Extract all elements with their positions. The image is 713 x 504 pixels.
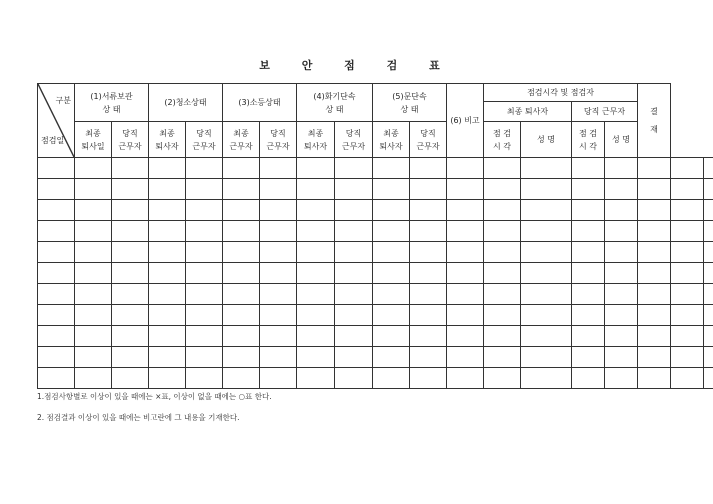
table-cell[interactable] [260, 305, 297, 326]
table-cell[interactable] [605, 347, 638, 368]
table-cell[interactable] [223, 263, 260, 284]
table-cell[interactable] [38, 263, 75, 284]
door-lock-header [373, 84, 447, 122]
table-cell[interactable] [447, 284, 484, 305]
table-cell[interactable] [704, 221, 713, 242]
sub-b: 퇴사자 [379, 141, 403, 151]
table-cell[interactable] [521, 242, 572, 263]
duty-worker-header: 당직 근무자 [572, 102, 638, 122]
subheader-cell [410, 122, 447, 158]
table-cell[interactable] [75, 221, 112, 242]
table-cell[interactable] [186, 242, 223, 263]
table-cell[interactable] [638, 158, 671, 179]
table-cell[interactable] [410, 179, 447, 200]
table-row [38, 221, 713, 242]
table-cell[interactable] [373, 326, 410, 347]
table-cell[interactable] [223, 200, 260, 221]
table-cell[interactable] [605, 179, 638, 200]
table-cell[interactable] [484, 242, 521, 263]
table-cell[interactable] [572, 347, 605, 368]
table-cell[interactable] [671, 326, 704, 347]
table-cell[interactable] [260, 284, 297, 305]
table-cell[interactable] [638, 368, 671, 389]
table-cell[interactable] [704, 368, 713, 389]
sub-a: 최종 [233, 128, 249, 138]
table-cell[interactable] [38, 221, 75, 242]
table-cell[interactable] [671, 179, 704, 200]
table-cell[interactable] [75, 200, 112, 221]
table-cell[interactable] [112, 305, 149, 326]
table-cell[interactable] [521, 284, 572, 305]
table-cell[interactable] [373, 179, 410, 200]
table-cell[interactable] [112, 368, 149, 389]
group-sublabel: 상 태 [325, 104, 344, 114]
table-cell[interactable] [447, 221, 484, 242]
table-cell[interactable] [447, 347, 484, 368]
table-cell[interactable] [260, 326, 297, 347]
note-2: 2. 점검결과 이상이 있을 때에는 비고란에 그 내용을 기재한다. [37, 413, 240, 422]
table-cell[interactable] [297, 242, 335, 263]
group-label: (2)청소상태 [164, 98, 207, 107]
table-cell[interactable] [75, 347, 112, 368]
table-cell[interactable] [186, 284, 223, 305]
table-cell[interactable] [223, 326, 260, 347]
table-cell[interactable] [186, 263, 223, 284]
table-cell[interactable] [149, 368, 186, 389]
table-cell[interactable] [605, 368, 638, 389]
table-cell[interactable] [149, 221, 186, 242]
table-cell[interactable] [484, 158, 521, 179]
subheader-cell [149, 122, 186, 158]
document-storage-header [75, 84, 149, 122]
table-cell[interactable] [260, 179, 297, 200]
table-cell[interactable] [335, 179, 373, 200]
subheader-cell [373, 122, 410, 158]
table-cell[interactable] [335, 242, 373, 263]
sub-b: 근무자 [229, 141, 253, 151]
table-cell[interactable] [149, 179, 186, 200]
table-cell[interactable] [704, 284, 713, 305]
table-cell[interactable] [638, 200, 671, 221]
table-cell[interactable] [484, 305, 521, 326]
table-cell[interactable] [112, 326, 149, 347]
sub-c: 당직 [196, 128, 212, 138]
check-time-cell [572, 122, 605, 158]
table-cell[interactable] [223, 221, 260, 242]
table-cell[interactable] [335, 347, 373, 368]
subheader-cell [75, 122, 112, 158]
table-cell[interactable] [373, 242, 410, 263]
table-cell[interactable] [75, 368, 112, 389]
table-cell[interactable] [335, 200, 373, 221]
table-cell[interactable] [572, 326, 605, 347]
table-cell[interactable] [75, 158, 112, 179]
table-cell[interactable] [297, 347, 335, 368]
table-row [38, 326, 713, 347]
group-label: (5)문단속 [392, 91, 427, 101]
lights-off-header [223, 84, 297, 122]
check-time-cell [484, 122, 521, 158]
table-cell[interactable] [671, 242, 704, 263]
table-cell[interactable] [260, 200, 297, 221]
security-checklist-table [37, 83, 713, 389]
sub-d: 근무자 [192, 141, 216, 151]
table-cell[interactable] [297, 158, 335, 179]
table-cell[interactable] [521, 263, 572, 284]
subheader-cell [297, 122, 335, 158]
table-cell[interactable] [521, 305, 572, 326]
table-cell[interactable] [38, 326, 75, 347]
table-cell[interactable] [75, 179, 112, 200]
table-row [38, 200, 713, 221]
table-cell[interactable] [38, 284, 75, 305]
table-cell[interactable] [521, 221, 572, 242]
table-cell[interactable] [447, 242, 484, 263]
table-cell[interactable] [38, 242, 75, 263]
table-cell[interactable] [335, 305, 373, 326]
subheader-cell [335, 122, 373, 158]
table-cell[interactable] [484, 284, 521, 305]
inspection-time-header [484, 84, 638, 102]
table-cell[interactable] [521, 158, 572, 179]
table-cell[interactable] [484, 263, 521, 284]
table-cell[interactable] [671, 284, 704, 305]
table-cell[interactable] [373, 158, 410, 179]
cleaning-status-header [149, 84, 223, 122]
table-cell[interactable] [260, 242, 297, 263]
table-cell[interactable] [704, 263, 713, 284]
table-cell[interactable] [638, 263, 671, 284]
table-cell[interactable] [38, 200, 75, 221]
table-cell[interactable] [297, 200, 335, 221]
table-cell[interactable] [260, 221, 297, 242]
table-cell[interactable] [112, 284, 149, 305]
check-time-b: 시 각 [579, 141, 597, 151]
table-cell[interactable] [447, 305, 484, 326]
group-sublabel: 상 태 [102, 104, 121, 114]
approval-label: 결 재 [650, 107, 658, 134]
table-cell[interactable] [335, 263, 373, 284]
table-cell[interactable] [75, 284, 112, 305]
table-cell[interactable] [671, 347, 704, 368]
table-cell[interactable] [704, 158, 713, 179]
table-cell[interactable] [410, 221, 447, 242]
sub-a: 최종 [307, 128, 324, 138]
table-cell[interactable] [410, 284, 447, 305]
table-cell[interactable] [521, 347, 572, 368]
table-cell[interactable] [223, 284, 260, 305]
table-cell[interactable] [572, 200, 605, 221]
table-cell[interactable] [484, 326, 521, 347]
sub-c: 당직 [270, 128, 286, 138]
table-cell[interactable] [260, 347, 297, 368]
signature-cell: 성 명 [521, 122, 572, 158]
table-cell[interactable] [605, 263, 638, 284]
table-cell[interactable] [638, 221, 671, 242]
table-cell[interactable] [638, 347, 671, 368]
table-row [38, 284, 713, 305]
table-cell[interactable] [149, 347, 186, 368]
table-cell[interactable] [605, 284, 638, 305]
group-label: (3)소등상태 [238, 98, 281, 107]
table-cell[interactable] [671, 263, 704, 284]
table-cell[interactable] [38, 158, 75, 179]
table-cell[interactable] [186, 200, 223, 221]
sub-a: 최종 [383, 128, 399, 138]
inspection-date-label: 점검일 [41, 136, 65, 145]
table-cell[interactable] [410, 200, 447, 221]
table-cell[interactable] [335, 326, 373, 347]
sub-d: 근무자 [118, 141, 142, 151]
table-cell[interactable] [186, 305, 223, 326]
table-cell[interactable] [704, 200, 713, 221]
table-row [38, 305, 713, 326]
table-cell[interactable] [671, 221, 704, 242]
table-cell[interactable] [186, 347, 223, 368]
table-cell[interactable] [297, 221, 335, 242]
table-cell[interactable] [572, 158, 605, 179]
table-cell[interactable] [149, 200, 186, 221]
table-cell[interactable] [638, 305, 671, 326]
table-cell[interactable] [704, 305, 713, 326]
page-title: 보 안 점 검 표 [259, 59, 454, 72]
table-cell[interactable] [671, 305, 704, 326]
table-cell[interactable] [75, 242, 112, 263]
last-leaver-header: 최종 퇴사자 [484, 102, 572, 122]
approval-header [638, 84, 671, 158]
table-cell[interactable] [410, 263, 447, 284]
fire-control-header [297, 84, 373, 122]
sub-d: 근무자 [341, 141, 366, 151]
table-cell[interactable] [638, 326, 671, 347]
check-time-a: 점 검 [579, 128, 597, 138]
table-cell[interactable] [38, 179, 75, 200]
table-cell[interactable] [75, 326, 112, 347]
table-cell[interactable] [373, 284, 410, 305]
table-cell[interactable] [335, 284, 373, 305]
table-cell[interactable] [484, 368, 521, 389]
table-cell[interactable] [223, 158, 260, 179]
category-date-diagonal-cell [38, 84, 75, 158]
subheader-cell [260, 122, 297, 158]
sub-b: 퇴사자 [155, 141, 179, 151]
table-cell[interactable] [373, 347, 410, 368]
table-cell[interactable] [112, 263, 149, 284]
table-cell[interactable] [572, 242, 605, 263]
table-cell[interactable] [149, 158, 186, 179]
table-cell[interactable] [605, 242, 638, 263]
subheader-cell [112, 122, 149, 158]
table-cell[interactable] [297, 263, 335, 284]
table-cell[interactable] [410, 158, 447, 179]
table-cell[interactable] [447, 200, 484, 221]
table-cell[interactable] [186, 158, 223, 179]
table-cell[interactable] [704, 242, 713, 263]
group-sublabel: 상 태 [400, 104, 419, 114]
table-cell[interactable] [410, 305, 447, 326]
table-cell[interactable] [223, 242, 260, 263]
table-cell[interactable] [638, 242, 671, 263]
table-cell[interactable] [447, 263, 484, 284]
table-cell[interactable] [186, 179, 223, 200]
table-cell[interactable] [484, 347, 521, 368]
table-cell[interactable] [605, 200, 638, 221]
group-label: (1)서류보관 [90, 91, 133, 101]
table-cell[interactable] [410, 347, 447, 368]
table-cell[interactable] [112, 179, 149, 200]
table-cell[interactable] [572, 305, 605, 326]
table-cell[interactable] [704, 326, 713, 347]
table-row [38, 242, 713, 263]
table-cell[interactable] [447, 326, 484, 347]
sub-c: 당직 [345, 128, 362, 138]
table-row [38, 347, 713, 368]
sub-a: 최종 [85, 128, 101, 138]
table-cell[interactable] [605, 326, 638, 347]
subheader-cell [223, 122, 260, 158]
sub-c: 당직 [420, 128, 436, 138]
sub-d: 근무자 [416, 141, 440, 151]
table-cell[interactable] [223, 305, 260, 326]
table-cell[interactable] [223, 347, 260, 368]
table-cell[interactable] [373, 305, 410, 326]
table-cell[interactable] [521, 368, 572, 389]
table-cell[interactable] [223, 179, 260, 200]
sub-c: 당직 [122, 128, 138, 138]
table-cell[interactable] [671, 200, 704, 221]
table-cell[interactable] [572, 284, 605, 305]
table-cell[interactable] [373, 263, 410, 284]
table-cell[interactable] [410, 326, 447, 347]
table-cell[interactable] [447, 179, 484, 200]
table-cell[interactable] [38, 368, 75, 389]
sub-b: 퇴사자 [303, 141, 328, 151]
table-cell[interactable] [447, 368, 484, 389]
table-cell[interactable] [112, 347, 149, 368]
table-cell[interactable] [671, 158, 704, 179]
table-cell[interactable] [149, 263, 186, 284]
table-cell[interactable] [112, 158, 149, 179]
check-time-b: 시 각 [493, 141, 511, 151]
inspection-time-label: 점검시각 및 점검자 [527, 88, 594, 97]
category-label: 구분 [55, 96, 71, 105]
table-cell[interactable] [297, 284, 335, 305]
table-cell[interactable] [484, 221, 521, 242]
table-cell[interactable] [410, 368, 447, 389]
table-row [38, 263, 713, 284]
table-cell[interactable] [38, 347, 75, 368]
table-cell[interactable] [605, 221, 638, 242]
table-cell[interactable] [186, 368, 223, 389]
table-cell[interactable] [671, 368, 704, 389]
signature-cell: 성 명 [605, 122, 638, 158]
table-cell[interactable] [704, 179, 713, 200]
table-row [38, 158, 713, 179]
table-cell[interactable] [572, 179, 605, 200]
table-cell[interactable] [335, 221, 373, 242]
table-cell[interactable] [335, 368, 373, 389]
table-cell[interactable] [572, 263, 605, 284]
table-cell[interactable] [484, 179, 521, 200]
table-cell[interactable] [223, 368, 260, 389]
table-cell[interactable] [260, 368, 297, 389]
table-cell[interactable] [186, 221, 223, 242]
sub-d: 근무자 [266, 141, 290, 151]
table-cell[interactable] [605, 158, 638, 179]
table-cell[interactable] [704, 347, 713, 368]
table-row [38, 368, 713, 389]
table-cell[interactable] [335, 158, 373, 179]
table-cell[interactable] [112, 221, 149, 242]
table-cell[interactable] [260, 263, 297, 284]
table-cell[interactable] [572, 221, 605, 242]
table-cell[interactable] [638, 179, 671, 200]
table-cell[interactable] [75, 305, 112, 326]
table-cell[interactable] [297, 368, 335, 389]
table-cell[interactable] [149, 326, 186, 347]
table-cell[interactable] [521, 200, 572, 221]
table-cell[interactable] [572, 368, 605, 389]
table-cell[interactable] [447, 158, 484, 179]
table-cell[interactable] [373, 200, 410, 221]
group-label: (4)화기단속 [313, 91, 356, 101]
table-cell[interactable] [484, 200, 521, 221]
remarks-header: (6) 비고 [447, 84, 484, 158]
sub-a: 최종 [159, 128, 175, 138]
table-cell[interactable] [605, 305, 638, 326]
table-cell[interactable] [149, 242, 186, 263]
table-cell[interactable] [112, 200, 149, 221]
table-cell[interactable] [112, 242, 149, 263]
table-cell[interactable] [373, 368, 410, 389]
table-cell[interactable] [297, 305, 335, 326]
table-cell[interactable] [638, 284, 671, 305]
sub-b: 퇴사일 [81, 141, 105, 151]
note-1: 1.점검사항별로 이상이 있을 때에는 ×표, 이상이 없을 때에는 ○표 한다. [37, 392, 272, 401]
table-cell[interactable] [521, 179, 572, 200]
table-cell[interactable] [149, 305, 186, 326]
table-cell[interactable] [38, 305, 75, 326]
table-cell[interactable] [75, 263, 112, 284]
table-cell[interactable] [260, 158, 297, 179]
table-cell[interactable] [186, 326, 223, 347]
table-cell[interactable] [521, 326, 572, 347]
subheader-cell [186, 122, 223, 158]
table-cell[interactable] [297, 326, 335, 347]
table-cell[interactable] [373, 221, 410, 242]
table-cell[interactable] [297, 179, 335, 200]
table-cell[interactable] [410, 242, 447, 263]
check-time-a: 점 검 [493, 128, 511, 138]
table-row [38, 179, 713, 200]
table-cell[interactable] [149, 284, 186, 305]
